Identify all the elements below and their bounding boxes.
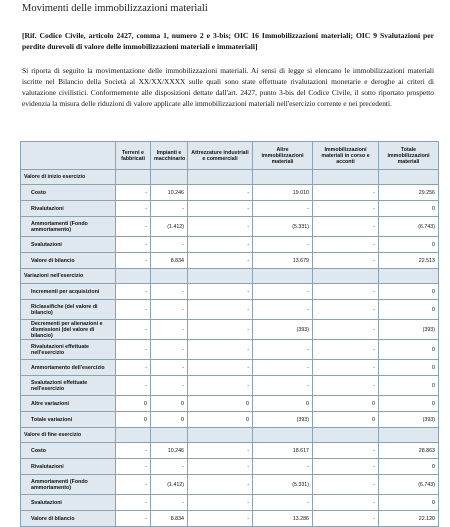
movements-table	[20, 141, 439, 527]
value-cell: -	[188, 360, 253, 376]
table-row	[21, 185, 439, 201]
value-cell: 13.286	[253, 511, 313, 527]
value-cell: 29.256	[379, 185, 439, 201]
value-cell: 0	[253, 396, 313, 412]
value-cell: -	[151, 300, 188, 320]
value-cell: 0	[313, 412, 379, 428]
table-row	[21, 443, 439, 459]
table-row	[21, 376, 439, 396]
section-filler-cell	[188, 269, 253, 284]
value-cell: -	[188, 511, 253, 527]
section-title: Variazioni nell'esercizio	[21, 269, 116, 284]
value-cell: -	[188, 300, 253, 320]
value-cell: 0	[188, 412, 253, 428]
value-cell: 0	[379, 201, 439, 217]
column-header: Altre immobilizzazioni materiali	[253, 142, 313, 170]
value-cell: (393)	[253, 412, 313, 428]
value-cell: 0	[379, 237, 439, 253]
row-label: Svalutazioni effettuate nell'esercizio	[21, 376, 116, 396]
value-cell: 0	[379, 300, 439, 320]
row-label: Altre variazioni	[21, 396, 116, 412]
section-title: Valore di fine esercizio	[21, 428, 116, 443]
value-cell: -	[151, 340, 188, 360]
section-filler-cell	[151, 269, 188, 284]
value-cell: 19.010	[253, 185, 313, 201]
value-cell: -	[253, 237, 313, 253]
section-filler-cell	[151, 170, 188, 185]
value-cell: 22.513	[379, 253, 439, 269]
section-filler-cell	[116, 269, 151, 284]
section-filler-cell	[188, 428, 253, 443]
table-row	[21, 201, 439, 217]
value-cell: -	[188, 284, 253, 300]
value-cell: -	[188, 217, 253, 237]
value-cell: -	[313, 237, 379, 253]
table-row	[21, 253, 439, 269]
value-cell: -	[151, 376, 188, 396]
value-cell: -	[188, 185, 253, 201]
value-cell: -	[151, 201, 188, 217]
table-header-row	[21, 142, 439, 170]
section-filler-cell	[313, 428, 379, 443]
value-cell: 0	[379, 376, 439, 396]
column-header: Terreni e fabbricati	[116, 142, 151, 170]
value-cell: 22.120	[379, 511, 439, 527]
column-header: Attrezzature industriali e commerciali	[188, 142, 253, 170]
value-cell: -	[253, 284, 313, 300]
value-cell: -	[151, 495, 188, 511]
value-cell: -	[151, 320, 188, 340]
value-cell: -	[116, 475, 151, 495]
row-label: Costo	[21, 185, 116, 201]
value-cell: -	[253, 360, 313, 376]
value-cell: -	[116, 459, 151, 475]
value-cell: 0	[116, 412, 151, 428]
table-row	[21, 320, 439, 340]
value-cell: 8.834	[151, 511, 188, 527]
row-label: Totale variazioni	[21, 412, 116, 428]
value-cell: -	[313, 201, 379, 217]
value-cell: (6.743)	[379, 475, 439, 495]
value-cell: 10.246	[151, 443, 188, 459]
value-cell: -	[116, 237, 151, 253]
value-cell: 0	[379, 396, 439, 412]
section-header-row	[21, 269, 439, 284]
value-cell: 13.679	[253, 253, 313, 269]
section-filler-cell	[313, 170, 379, 185]
table-row	[21, 412, 439, 428]
value-cell: 0	[379, 360, 439, 376]
column-header: Immobilizzazioni materiali in corso e acconti	[313, 142, 379, 170]
value-cell: 28.863	[379, 443, 439, 459]
table-row	[21, 300, 439, 320]
value-cell: 0	[151, 412, 188, 428]
value-cell: (393)	[379, 412, 439, 428]
value-cell: -	[151, 360, 188, 376]
value-cell: -	[116, 185, 151, 201]
table-row	[21, 511, 439, 527]
intro-paragraph: Si riporta di seguito la movimentazione delle immobilizzazioni materiali. Ai sensi di legge si elencano le immobilizzazioni materiali iscritte nel Bilancio della Società al XX/XX/XXXX sulle quali sono state effettuate rivalutazioni monetarie e deroghe ai criteri di valutazione civilistici. Conformemente alle disposizioni dettate dall'art. 2427, punto 3-bis del Codice Civile, il sotto riportato prospetto evidenzia la misura delle riduzioni di valore applicate alle immobilizzazioni materiali nell'esercizio corrente e nei precedenti.	[22, 66, 434, 108]
section-filler-cell	[379, 170, 439, 185]
value-cell: -	[116, 511, 151, 527]
value-cell: -	[188, 320, 253, 340]
table-row	[21, 495, 439, 511]
section-filler-cell	[116, 428, 151, 443]
row-label: Ammortamenti (Fondo ammortamento)	[21, 217, 116, 237]
table-row	[21, 284, 439, 300]
legal-reference: [Rif. Codice Civile, articolo 2427, comma 1, numero 2 e 3-bis; OIC 16 Immobilizzazioni materiali; OIC 9 Svalutazioni per perdite durevoli di valore delle immobilizzazioni materiali e immateriali]	[22, 31, 434, 51]
value-cell: -	[313, 376, 379, 396]
value-cell: -	[253, 201, 313, 217]
section-filler-cell	[116, 170, 151, 185]
table-row	[21, 217, 439, 237]
table-row	[21, 360, 439, 376]
section-filler-cell	[188, 170, 253, 185]
value-cell: 0	[379, 459, 439, 475]
value-cell: -	[313, 511, 379, 527]
row-label: Decrementi per alienazioni e dismissioni (del valore di bilancio)	[21, 320, 116, 340]
column-header: Impianti e macchinario	[151, 142, 188, 170]
value-cell: -	[188, 495, 253, 511]
value-cell: 10.246	[151, 185, 188, 201]
value-cell: -	[151, 459, 188, 475]
value-cell: -	[188, 253, 253, 269]
value-cell: -	[188, 201, 253, 217]
table-row	[21, 237, 439, 253]
value-cell: -	[253, 459, 313, 475]
row-label: Svalutazioni	[21, 237, 116, 253]
value-cell: -	[151, 237, 188, 253]
table-row	[21, 340, 439, 360]
value-cell: -	[313, 495, 379, 511]
value-cell: 0	[379, 495, 439, 511]
value-cell: 0	[313, 396, 379, 412]
value-cell: -	[253, 300, 313, 320]
value-cell: -	[116, 340, 151, 360]
value-cell: -	[313, 320, 379, 340]
row-label: Ammortamento dell'esercizio	[21, 360, 116, 376]
value-cell: -	[313, 443, 379, 459]
section-filler-cell	[253, 170, 313, 185]
section-filler-cell	[151, 428, 188, 443]
value-cell: (393)	[253, 320, 313, 340]
table-row	[21, 475, 439, 495]
section-filler-cell	[253, 269, 313, 284]
value-cell: (1.412)	[151, 217, 188, 237]
value-cell: -	[116, 217, 151, 237]
row-label: Rivalutazioni	[21, 201, 116, 217]
value-cell: -	[116, 376, 151, 396]
row-label: Valore di bilancio	[21, 511, 116, 527]
section-filler-cell	[379, 428, 439, 443]
section-filler-cell	[379, 269, 439, 284]
row-label: Rivalutazioni effettuate nell'esercizio	[21, 340, 116, 360]
value-cell: -	[188, 459, 253, 475]
table-row	[21, 459, 439, 475]
section-filler-cell	[253, 428, 313, 443]
value-cell: -	[151, 284, 188, 300]
value-cell: 0	[151, 396, 188, 412]
value-cell: -	[188, 340, 253, 360]
value-cell: -	[253, 376, 313, 396]
table-row	[21, 396, 439, 412]
value-cell: -	[313, 217, 379, 237]
value-cell: -	[188, 376, 253, 396]
value-cell: -	[116, 443, 151, 459]
value-cell: 0	[116, 396, 151, 412]
value-cell: 0	[379, 284, 439, 300]
value-cell: -	[116, 495, 151, 511]
row-label: Ammortamenti (Fondo ammortamento)	[21, 475, 116, 495]
row-label: Riclassifiche (del valore di bilancio)	[21, 300, 116, 320]
value-cell: -	[188, 475, 253, 495]
value-cell: -	[313, 300, 379, 320]
section-header-row	[21, 170, 439, 185]
value-cell: -	[116, 360, 151, 376]
value-cell: (5.331)	[253, 475, 313, 495]
value-cell: -	[313, 253, 379, 269]
section-filler-cell	[313, 269, 379, 284]
value-cell: 0	[379, 340, 439, 360]
value-cell: (5.331)	[253, 217, 313, 237]
section-title: Valore di inizio esercizio	[21, 170, 116, 185]
value-cell: -	[313, 185, 379, 201]
value-cell: -	[188, 237, 253, 253]
section-header-row	[21, 428, 439, 443]
value-cell: -	[116, 320, 151, 340]
value-cell: -	[253, 340, 313, 360]
value-cell: (1.412)	[151, 475, 188, 495]
column-header: Totale immobilizzazioni materiali	[379, 142, 439, 170]
row-label: Svalutazioni	[21, 495, 116, 511]
value-cell: -	[253, 495, 313, 511]
header-cell-empty	[21, 142, 116, 170]
value-cell: -	[116, 284, 151, 300]
value-cell: -	[116, 253, 151, 269]
value-cell: -	[116, 201, 151, 217]
value-cell: -	[188, 443, 253, 459]
row-label: Rivalutazioni	[21, 459, 116, 475]
value-cell: -	[313, 459, 379, 475]
row-label: Valore di bilancio	[21, 253, 116, 269]
value-cell: (393)	[379, 320, 439, 340]
value-cell: -	[116, 300, 151, 320]
section-title: Movimenti delle immobilizzazioni materiali	[22, 3, 208, 14]
value-cell: 18.617	[253, 443, 313, 459]
row-label: Incrementi per acquisizioni	[21, 284, 116, 300]
value-cell: 8.834	[151, 253, 188, 269]
value-cell: -	[313, 284, 379, 300]
value-cell: (6.743)	[379, 217, 439, 237]
value-cell: -	[313, 475, 379, 495]
value-cell: 0	[188, 396, 253, 412]
row-label: Costo	[21, 443, 116, 459]
value-cell: -	[313, 340, 379, 360]
value-cell: -	[313, 360, 379, 376]
